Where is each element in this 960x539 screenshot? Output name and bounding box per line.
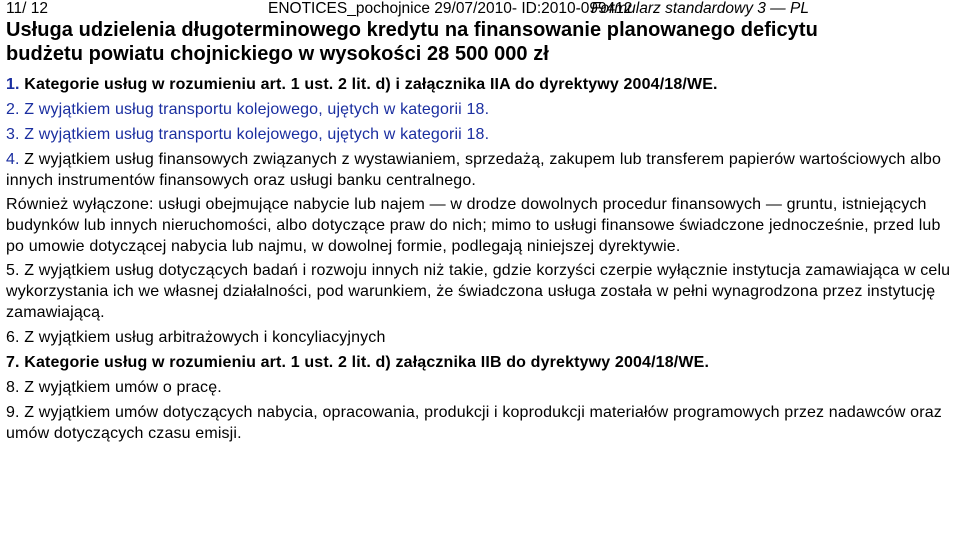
footnote-9-number: 9. [6, 404, 20, 421]
footnote-7-text: Kategorie usług w rozumieniu art. 1 ust. 2 lit. d) załącznika IIB do dyrektywy 2004/18/WE. [19, 354, 710, 371]
footnote-5-number: 5. [6, 262, 20, 279]
footnote-7-number: 7. [6, 354, 20, 371]
footnotes-body [6, 74, 954, 444]
footnote-1-number: 1. [6, 76, 20, 93]
footnote-9-text: Z wyjątkiem umów dotyczących nabycia, opracowania, produkcji i koprodukcji materiałów programowych przez nadawców oraz umów dotyczących czasu emisji. [6, 404, 942, 442]
footnote-2-text: Z wyjątkiem usług transportu kolejowego, ujętych w kategorii 18. [19, 101, 490, 118]
footnote-3-text: Z wyjątkiem usług transportu kolejowego, ujętych w kategorii 18. [19, 126, 490, 143]
page-number: 11/ 12 [6, 0, 48, 17]
footnote-1-text: Kategorie usług w rozumieniu art. 1 ust. 2 lit. d) i załącznika IIA do dyrektywy 2004/18/WE. [19, 76, 718, 93]
footnote-8-number: 8. [6, 379, 20, 396]
title-line-1: Usługa udzielenia długoterminowego kredytu na finansowanie planowanego deficytu [6, 19, 818, 41]
footnote-2 [6, 99, 954, 120]
footnote-6 [6, 327, 954, 348]
footnote-3-number: 3. [6, 126, 20, 143]
footnote-8-text: Z wyjątkiem umów o pracę. [19, 379, 222, 396]
footnote-8 [6, 377, 954, 398]
footnote-4-text: Z wyjątkiem usług finansowych związanych z wystawianiem, sprzedażą, zakupem lub transferem papierów wartościowych albo innych instrumentów finansowych oraz usługi banku centralnego. [6, 151, 941, 189]
footnote-4-number: 4. [6, 151, 20, 168]
page-header [6, 0, 954, 18]
document-title [6, 18, 954, 66]
footnote-4-continuation [6, 194, 954, 257]
footnote-5-text: Z wyjątkiem usług dotyczących badań i rozwoju innych niż takie, gdzie korzyści czerpie wyłącznie instytucja zamawiająca w celu wykorzystania ich we własnej działalności, pod warunkiem, że świadczona usługa została w pełni wynagrodzona przez instytucję zamawiającą. [6, 262, 951, 321]
footnote-1 [6, 74, 954, 95]
footnote-6-number: 6. [6, 329, 20, 346]
footnote-5 [6, 260, 954, 323]
notice-reference: ENOTICES_pochojnice 29/07/2010- ID:2010-099412 [268, 0, 633, 17]
title-line-2: budżetu powiatu chojnickiego w wysokości 28 500 000 zł [6, 43, 549, 65]
footnote-4 [6, 149, 954, 191]
footnote-2-number: 2. [6, 101, 20, 118]
form-type: Formularz standardowy 3 — PL [591, 0, 809, 17]
footnote-4-continuation-text: Również wyłączone: usługi obejmujące nabycie lub najem — w drodze dowolnych procedur finansowych — gruntu, istniejących budynków lub innych nieruchomości, albo dotyczące praw do nich; mimo to usługi finansowe świadczone jednocześnie, przed lub po umowie dotyczącej nabycia lub najmu, w dowolnej formie, podlegają niniejszej dyrektywie. [6, 196, 941, 255]
footnote-6-text: Z wyjątkiem usług arbitrażowych i koncyliacyjnych [19, 329, 386, 346]
footnote-7 [6, 352, 954, 373]
footnote-9 [6, 402, 954, 444]
footnote-3 [6, 124, 954, 145]
